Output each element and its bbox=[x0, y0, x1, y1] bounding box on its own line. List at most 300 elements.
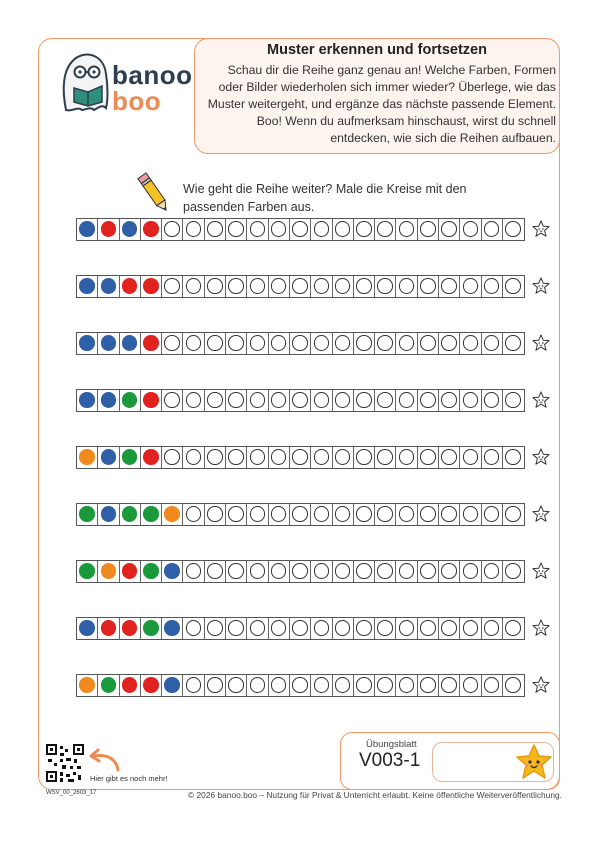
empty-circle[interactable] bbox=[420, 221, 436, 237]
empty-circle[interactable] bbox=[164, 278, 180, 294]
pattern-cell bbox=[120, 675, 141, 696]
pattern-cell bbox=[460, 504, 481, 525]
empty-circle[interactable] bbox=[271, 563, 287, 579]
pattern-cell bbox=[120, 561, 141, 582]
empty-circle[interactable] bbox=[505, 449, 521, 465]
pattern-cell bbox=[333, 561, 354, 582]
empty-circle[interactable] bbox=[505, 221, 521, 237]
empty-circle[interactable] bbox=[463, 335, 479, 351]
empty-circle[interactable] bbox=[505, 506, 521, 522]
pattern-cell bbox=[269, 561, 290, 582]
empty-circle[interactable] bbox=[463, 677, 479, 693]
empty-circle[interactable] bbox=[292, 506, 308, 522]
star-icon[interactable] bbox=[532, 562, 550, 580]
star-icon[interactable] bbox=[532, 505, 550, 523]
empty-circle[interactable] bbox=[484, 620, 500, 636]
pattern-cell bbox=[482, 561, 503, 582]
empty-circle[interactable] bbox=[250, 620, 266, 636]
blue-circle bbox=[79, 278, 95, 294]
empty-circle[interactable] bbox=[186, 677, 202, 693]
empty-circle[interactable] bbox=[420, 620, 436, 636]
empty-circle[interactable] bbox=[207, 449, 223, 465]
star-icon[interactable] bbox=[532, 334, 550, 352]
empty-circle[interactable] bbox=[463, 620, 479, 636]
pattern-cell bbox=[183, 561, 204, 582]
pattern-cell bbox=[247, 390, 268, 411]
pattern-row bbox=[76, 674, 525, 697]
empty-circle[interactable] bbox=[399, 677, 415, 693]
green-circle bbox=[101, 677, 117, 693]
sheet-label: Übungsblatt bbox=[366, 739, 417, 750]
empty-circle[interactable] bbox=[463, 278, 479, 294]
pattern-cell bbox=[247, 333, 268, 354]
empty-circle[interactable] bbox=[314, 392, 330, 408]
pattern-row bbox=[76, 332, 525, 355]
empty-circle[interactable] bbox=[377, 449, 393, 465]
empty-circle[interactable] bbox=[271, 278, 287, 294]
empty-circle[interactable] bbox=[484, 392, 500, 408]
pattern-cell bbox=[141, 390, 162, 411]
empty-circle[interactable] bbox=[292, 563, 308, 579]
empty-circle[interactable] bbox=[207, 620, 223, 636]
empty-circle[interactable] bbox=[441, 677, 457, 693]
pattern-cell bbox=[311, 219, 332, 240]
pattern-cell bbox=[141, 333, 162, 354]
empty-circle[interactable] bbox=[335, 563, 351, 579]
pattern-cell bbox=[98, 504, 119, 525]
pattern-cell bbox=[375, 390, 396, 411]
empty-circle[interactable] bbox=[335, 677, 351, 693]
empty-circle[interactable] bbox=[186, 449, 202, 465]
empty-circle[interactable] bbox=[186, 278, 202, 294]
empty-circle[interactable] bbox=[420, 392, 436, 408]
task-instruction: Wie geht die Reihe weiter? Male die Kreise mit den passenden Farben aus. bbox=[183, 182, 467, 214]
pattern-cell bbox=[98, 219, 119, 240]
pattern-cell bbox=[418, 390, 439, 411]
empty-circle[interactable] bbox=[377, 563, 393, 579]
empty-circle[interactable] bbox=[420, 677, 436, 693]
empty-circle[interactable] bbox=[292, 335, 308, 351]
pattern-row bbox=[76, 218, 525, 241]
empty-circle[interactable] bbox=[420, 563, 436, 579]
pattern-cell bbox=[226, 333, 247, 354]
pattern-cell bbox=[439, 333, 460, 354]
empty-circle[interactable] bbox=[505, 392, 521, 408]
empty-circle[interactable] bbox=[207, 335, 223, 351]
empty-circle[interactable] bbox=[484, 449, 500, 465]
pattern-cell bbox=[311, 333, 332, 354]
star-icon[interactable] bbox=[532, 277, 550, 295]
empty-circle[interactable] bbox=[228, 278, 244, 294]
empty-circle[interactable] bbox=[463, 563, 479, 579]
pattern-cell bbox=[162, 390, 183, 411]
empty-circle[interactable] bbox=[441, 620, 457, 636]
pattern-cell bbox=[482, 333, 503, 354]
empty-circle[interactable] bbox=[186, 392, 202, 408]
pattern-cell bbox=[333, 333, 354, 354]
empty-circle[interactable] bbox=[314, 335, 330, 351]
empty-circle[interactable] bbox=[335, 392, 351, 408]
empty-circle[interactable] bbox=[335, 335, 351, 351]
orange-circle bbox=[101, 563, 117, 579]
star-icon[interactable] bbox=[532, 619, 550, 637]
pattern-cell bbox=[205, 219, 226, 240]
empty-circle[interactable] bbox=[356, 506, 372, 522]
blue-circle bbox=[164, 677, 180, 693]
pattern-cell bbox=[460, 333, 481, 354]
empty-circle[interactable] bbox=[314, 506, 330, 522]
pattern-cell bbox=[503, 618, 524, 639]
star-icon[interactable] bbox=[532, 391, 550, 409]
empty-circle[interactable] bbox=[399, 449, 415, 465]
empty-circle[interactable] bbox=[399, 335, 415, 351]
empty-circle[interactable] bbox=[292, 677, 308, 693]
pattern-cell bbox=[98, 390, 119, 411]
empty-circle[interactable] bbox=[399, 392, 415, 408]
blue-circle bbox=[101, 506, 117, 522]
empty-circle[interactable] bbox=[356, 278, 372, 294]
pattern-cell bbox=[375, 561, 396, 582]
empty-circle[interactable] bbox=[314, 563, 330, 579]
blue-circle bbox=[101, 449, 117, 465]
green-circle bbox=[143, 563, 159, 579]
pattern-cell bbox=[226, 618, 247, 639]
empty-circle[interactable] bbox=[420, 278, 436, 294]
pattern-cell bbox=[269, 219, 290, 240]
empty-circle[interactable] bbox=[377, 506, 393, 522]
star-icon[interactable] bbox=[532, 676, 550, 694]
empty-circle[interactable] bbox=[250, 449, 266, 465]
pattern-cell bbox=[396, 504, 417, 525]
empty-circle[interactable] bbox=[420, 335, 436, 351]
pattern-cell bbox=[354, 447, 375, 468]
empty-circle[interactable] bbox=[250, 221, 266, 237]
pattern-cell bbox=[460, 219, 481, 240]
empty-circle[interactable] bbox=[377, 335, 393, 351]
empty-circle[interactable] bbox=[399, 563, 415, 579]
empty-circle[interactable] bbox=[292, 620, 308, 636]
pattern-cell bbox=[183, 675, 204, 696]
pattern-row bbox=[76, 503, 525, 526]
red-circle bbox=[122, 620, 138, 636]
empty-circle[interactable] bbox=[441, 506, 457, 522]
empty-circle[interactable] bbox=[335, 221, 351, 237]
pattern-cell bbox=[290, 333, 311, 354]
pattern-cell bbox=[247, 447, 268, 468]
empty-circle[interactable] bbox=[186, 563, 202, 579]
empty-circle[interactable] bbox=[207, 221, 223, 237]
empty-circle[interactable] bbox=[228, 506, 244, 522]
pattern-cell bbox=[375, 618, 396, 639]
pattern-cell bbox=[311, 447, 332, 468]
pattern-cell bbox=[396, 390, 417, 411]
empty-circle[interactable] bbox=[399, 506, 415, 522]
pattern-cell bbox=[120, 219, 141, 240]
empty-circle[interactable] bbox=[314, 278, 330, 294]
empty-circle[interactable] bbox=[356, 392, 372, 408]
copyright-notice: © 2026 banoo.boo – Nutzung für Privat & Unterricht erlaubt. Keine öffentliche Weiterveröffentlichung. bbox=[188, 790, 562, 800]
qr-code-icon bbox=[46, 744, 84, 782]
empty-circle[interactable] bbox=[399, 278, 415, 294]
pattern-cell bbox=[333, 618, 354, 639]
pattern-cell bbox=[77, 561, 98, 582]
pattern-cell bbox=[183, 276, 204, 297]
empty-circle[interactable] bbox=[505, 620, 521, 636]
empty-circle[interactable] bbox=[186, 221, 202, 237]
pattern-cell bbox=[503, 504, 524, 525]
pattern-cell bbox=[141, 219, 162, 240]
pattern-cell bbox=[141, 675, 162, 696]
empty-circle[interactable] bbox=[505, 335, 521, 351]
red-circle bbox=[143, 449, 159, 465]
pattern-cell bbox=[183, 390, 204, 411]
empty-circle[interactable] bbox=[228, 620, 244, 636]
pattern-cell bbox=[77, 504, 98, 525]
empty-circle[interactable] bbox=[441, 563, 457, 579]
pattern-cell bbox=[98, 276, 119, 297]
empty-circle[interactable] bbox=[207, 506, 223, 522]
pattern-cell bbox=[503, 333, 524, 354]
pattern-cell bbox=[354, 390, 375, 411]
empty-circle[interactable] bbox=[207, 677, 223, 693]
empty-circle[interactable] bbox=[271, 620, 287, 636]
pattern-cell bbox=[269, 447, 290, 468]
pattern-cell bbox=[482, 504, 503, 525]
empty-circle[interactable] bbox=[399, 221, 415, 237]
empty-circle[interactable] bbox=[292, 392, 308, 408]
pattern-cell bbox=[162, 561, 183, 582]
pattern-cell bbox=[396, 447, 417, 468]
pattern-cell bbox=[439, 561, 460, 582]
pattern-cell bbox=[183, 333, 204, 354]
empty-circle[interactable] bbox=[356, 563, 372, 579]
pattern-cell bbox=[482, 390, 503, 411]
pattern-cell bbox=[226, 276, 247, 297]
pattern-cell bbox=[120, 333, 141, 354]
pattern-cell bbox=[77, 276, 98, 297]
pattern-cell bbox=[375, 219, 396, 240]
blue-circle bbox=[101, 335, 117, 351]
red-circle bbox=[143, 221, 159, 237]
red-circle bbox=[143, 278, 159, 294]
empty-circle[interactable] bbox=[356, 677, 372, 693]
pencil-icon bbox=[136, 170, 172, 216]
empty-circle[interactable] bbox=[377, 620, 393, 636]
star-icon[interactable] bbox=[532, 220, 550, 238]
empty-circle[interactable] bbox=[314, 677, 330, 693]
empty-circle[interactable] bbox=[164, 392, 180, 408]
pattern-cell bbox=[460, 390, 481, 411]
pattern-cell bbox=[439, 447, 460, 468]
empty-circle[interactable] bbox=[228, 563, 244, 579]
pattern-cell bbox=[226, 675, 247, 696]
pattern-cell bbox=[205, 618, 226, 639]
empty-circle[interactable] bbox=[420, 449, 436, 465]
empty-circle[interactable] bbox=[250, 392, 266, 408]
empty-circle[interactable] bbox=[441, 335, 457, 351]
empty-circle[interactable] bbox=[250, 677, 266, 693]
empty-circle[interactable] bbox=[441, 221, 457, 237]
pattern-cell bbox=[77, 675, 98, 696]
pattern-cell bbox=[460, 276, 481, 297]
pattern-cell bbox=[269, 618, 290, 639]
empty-circle[interactable] bbox=[335, 449, 351, 465]
pattern-cell bbox=[290, 276, 311, 297]
empty-circle[interactable] bbox=[463, 221, 479, 237]
green-circle bbox=[79, 506, 95, 522]
empty-circle[interactable] bbox=[484, 563, 500, 579]
empty-circle[interactable] bbox=[271, 677, 287, 693]
empty-circle[interactable] bbox=[505, 677, 521, 693]
red-circle bbox=[122, 563, 138, 579]
pattern-cell bbox=[162, 447, 183, 468]
empty-circle[interactable] bbox=[250, 506, 266, 522]
empty-circle[interactable] bbox=[463, 392, 479, 408]
empty-circle[interactable] bbox=[484, 677, 500, 693]
pattern-cell bbox=[418, 675, 439, 696]
pattern-cell bbox=[333, 675, 354, 696]
pattern-cell bbox=[354, 504, 375, 525]
empty-circle[interactable] bbox=[335, 278, 351, 294]
empty-circle[interactable] bbox=[271, 335, 287, 351]
empty-circle[interactable] bbox=[377, 278, 393, 294]
pattern-cell bbox=[205, 504, 226, 525]
red-circle bbox=[122, 677, 138, 693]
pattern-cell bbox=[162, 333, 183, 354]
pattern-cell bbox=[77, 618, 98, 639]
empty-circle[interactable] bbox=[228, 335, 244, 351]
empty-circle[interactable] bbox=[250, 563, 266, 579]
pattern-cell bbox=[98, 561, 119, 582]
pattern-cell bbox=[354, 618, 375, 639]
pattern-cell bbox=[354, 333, 375, 354]
pattern-cell bbox=[247, 504, 268, 525]
empty-circle[interactable] bbox=[186, 506, 202, 522]
empty-circle[interactable] bbox=[164, 449, 180, 465]
pattern-cell bbox=[226, 447, 247, 468]
empty-circle[interactable] bbox=[314, 221, 330, 237]
empty-circle[interactable] bbox=[377, 677, 393, 693]
empty-circle[interactable] bbox=[420, 506, 436, 522]
empty-circle[interactable] bbox=[356, 335, 372, 351]
empty-circle[interactable] bbox=[292, 449, 308, 465]
empty-circle[interactable] bbox=[207, 392, 223, 408]
pattern-cell bbox=[120, 447, 141, 468]
pattern-cell bbox=[354, 219, 375, 240]
empty-circle[interactable] bbox=[441, 278, 457, 294]
pattern-cell bbox=[290, 675, 311, 696]
empty-circle[interactable] bbox=[484, 278, 500, 294]
green-circle bbox=[143, 506, 159, 522]
empty-circle[interactable] bbox=[186, 335, 202, 351]
pattern-cell bbox=[98, 675, 119, 696]
empty-circle[interactable] bbox=[377, 392, 393, 408]
empty-circle[interactable] bbox=[228, 677, 244, 693]
pattern-cell bbox=[333, 219, 354, 240]
pattern-cell bbox=[205, 675, 226, 696]
pattern-cell bbox=[183, 219, 204, 240]
pattern-cell bbox=[439, 390, 460, 411]
blue-circle bbox=[122, 335, 138, 351]
pattern-cell bbox=[77, 333, 98, 354]
pattern-cell bbox=[290, 561, 311, 582]
empty-circle[interactable] bbox=[164, 335, 180, 351]
empty-circle[interactable] bbox=[250, 278, 266, 294]
empty-circle[interactable] bbox=[463, 449, 479, 465]
empty-circle[interactable] bbox=[314, 620, 330, 636]
pattern-cell bbox=[98, 618, 119, 639]
empty-circle[interactable] bbox=[356, 221, 372, 237]
empty-circle[interactable] bbox=[314, 449, 330, 465]
empty-circle[interactable] bbox=[228, 449, 244, 465]
pattern-cell bbox=[77, 447, 98, 468]
empty-circle[interactable] bbox=[441, 392, 457, 408]
empty-circle[interactable] bbox=[271, 392, 287, 408]
pattern-cell bbox=[482, 276, 503, 297]
empty-circle[interactable] bbox=[463, 506, 479, 522]
pattern-cell bbox=[396, 276, 417, 297]
pattern-cell bbox=[205, 561, 226, 582]
empty-circle[interactable] bbox=[228, 221, 244, 237]
pattern-cell bbox=[247, 618, 268, 639]
pattern-cell bbox=[162, 618, 183, 639]
star-icon[interactable] bbox=[532, 448, 550, 466]
pattern-cell bbox=[269, 675, 290, 696]
empty-circle[interactable] bbox=[484, 221, 500, 237]
pattern-cell bbox=[290, 447, 311, 468]
red-circle bbox=[101, 221, 117, 237]
pattern-cell bbox=[247, 276, 268, 297]
empty-circle[interactable] bbox=[207, 563, 223, 579]
orange-circle bbox=[79, 677, 95, 693]
empty-circle[interactable] bbox=[505, 563, 521, 579]
empty-circle[interactable] bbox=[228, 392, 244, 408]
empty-circle[interactable] bbox=[377, 221, 393, 237]
empty-circle[interactable] bbox=[484, 335, 500, 351]
empty-circle[interactable] bbox=[292, 278, 308, 294]
pattern-cell bbox=[333, 447, 354, 468]
blue-circle bbox=[79, 221, 95, 237]
empty-circle[interactable] bbox=[335, 620, 351, 636]
empty-circle[interactable] bbox=[292, 221, 308, 237]
empty-circle[interactable] bbox=[207, 278, 223, 294]
pattern-cell bbox=[98, 447, 119, 468]
empty-circle[interactable] bbox=[164, 221, 180, 237]
empty-circle[interactable] bbox=[441, 449, 457, 465]
pattern-cell bbox=[418, 561, 439, 582]
pattern-cell bbox=[162, 276, 183, 297]
pattern-cell bbox=[375, 504, 396, 525]
empty-circle[interactable] bbox=[356, 620, 372, 636]
blue-circle bbox=[79, 620, 95, 636]
empty-circle[interactable] bbox=[186, 620, 202, 636]
empty-circle[interactable] bbox=[399, 620, 415, 636]
red-circle bbox=[122, 278, 138, 294]
empty-circle[interactable] bbox=[250, 335, 266, 351]
pattern-cell bbox=[247, 561, 268, 582]
empty-circle[interactable] bbox=[271, 449, 287, 465]
empty-circle[interactable] bbox=[271, 506, 287, 522]
more-link-text: Hier gibt es noch mehr! bbox=[90, 774, 168, 783]
empty-circle[interactable] bbox=[505, 278, 521, 294]
pattern-cell bbox=[290, 618, 311, 639]
pattern-cell bbox=[503, 447, 524, 468]
empty-circle[interactable] bbox=[271, 221, 287, 237]
empty-circle[interactable] bbox=[356, 449, 372, 465]
empty-circle[interactable] bbox=[335, 506, 351, 522]
empty-circle[interactable] bbox=[484, 506, 500, 522]
pattern-cell bbox=[120, 504, 141, 525]
